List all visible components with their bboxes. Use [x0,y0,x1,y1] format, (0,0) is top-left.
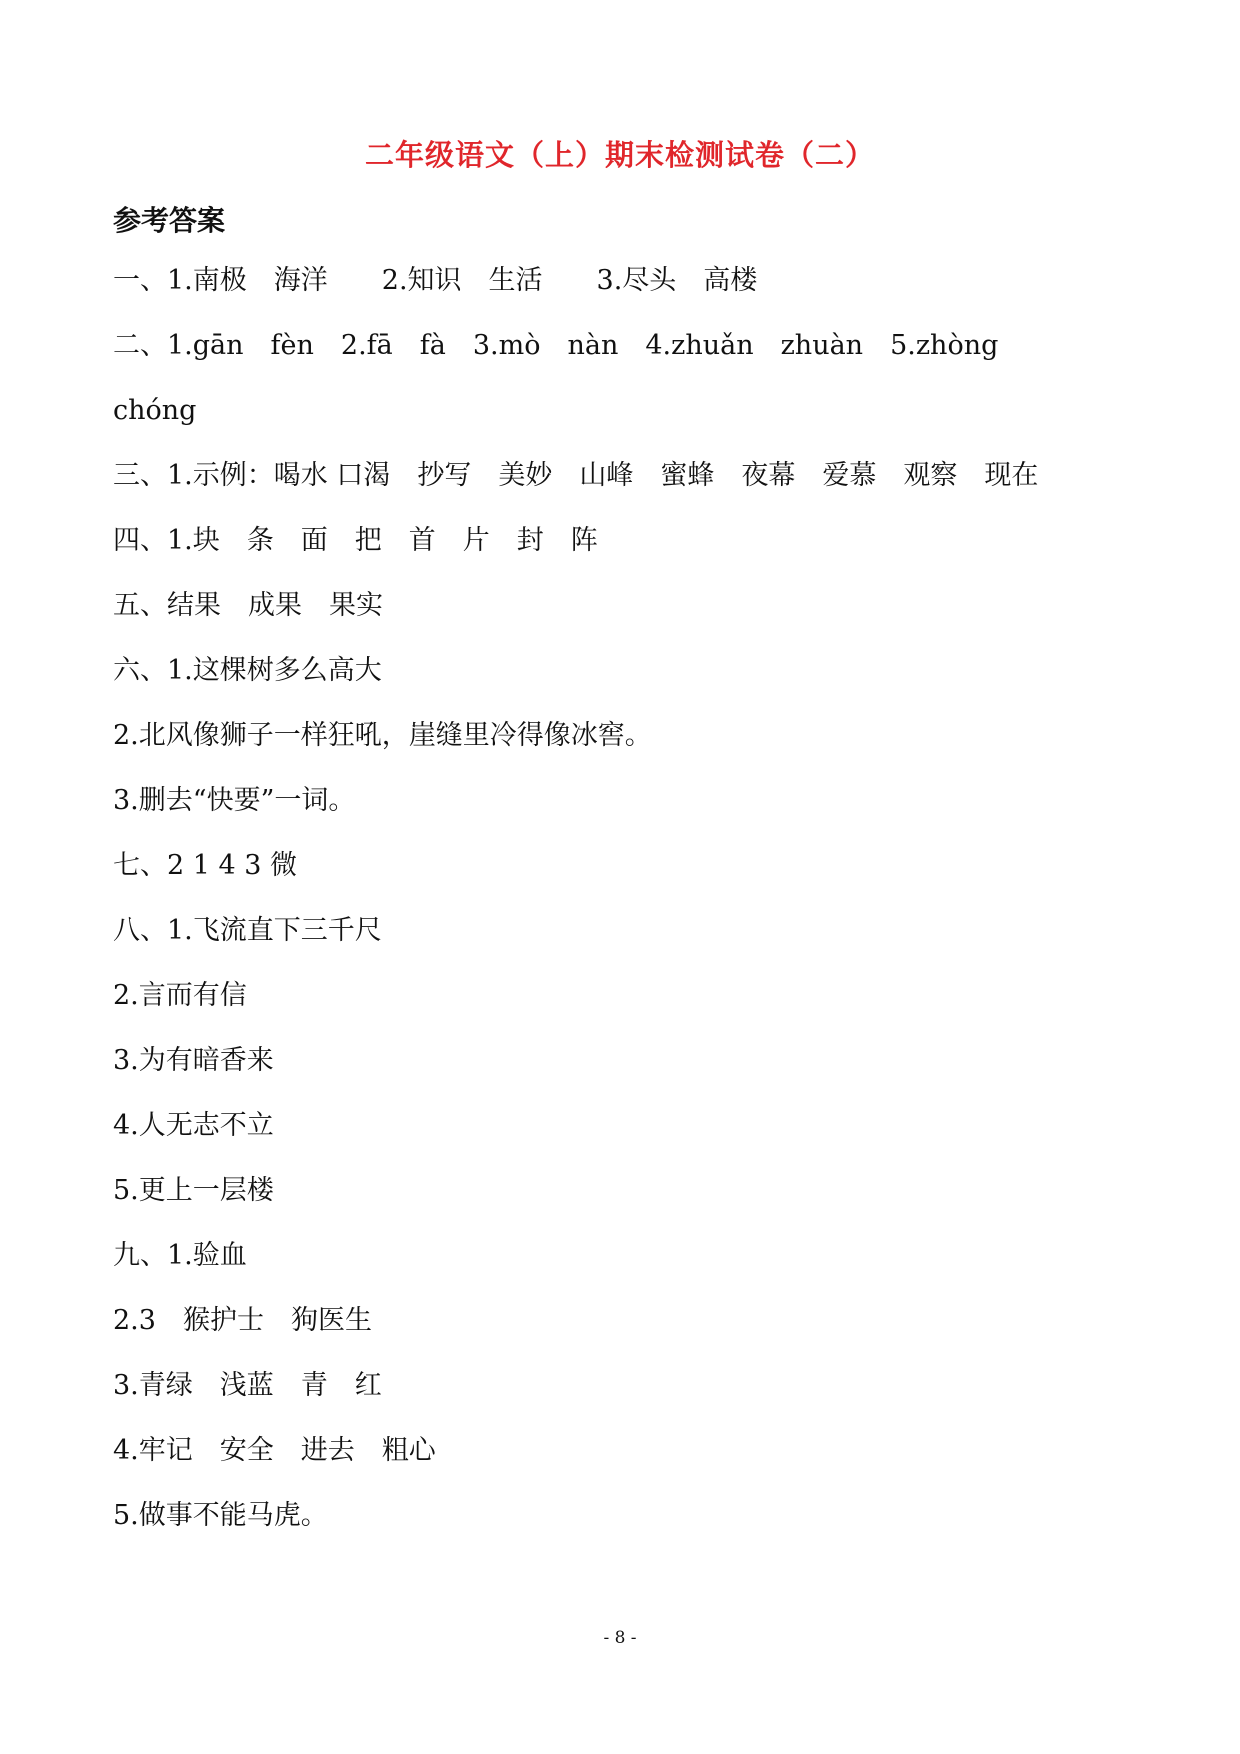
answer-line: 5.做事不能马虎。 [113,1500,328,1531]
answer-line: 八、1.飞流直下三千尺 [113,915,382,946]
answer-line: 三、1.示例：喝水 口渴 抄写 美妙 山峰 蜜蜂 夜幕 爱慕 观察 现在 [113,460,1039,491]
answer-line: 九、1.验血 [113,1240,247,1271]
answer-line: 3.为有暗香来 [113,1045,274,1076]
answer-line: 3.青绿 浅蓝 青 红 [113,1370,382,1401]
answer-line: 2.3 猴护士 狗医生 [113,1305,372,1336]
document-title: 二年级语文（上）期末检测试卷（二） [364,138,875,172]
answer-line: 4.牢记 安全 进去 粗心 [113,1435,436,1466]
answer-line: 3.删去“快要”一词。 [113,785,356,816]
answer-heading: 参考答案 [113,204,226,237]
answer-line: 2.言而有信 [113,980,247,1011]
answer-line: 七、2 1 4 3 微 [113,850,298,881]
answer-line: 二、1.gān fèn 2.fā fà 3.mò nàn 4.zhuǎn zhuàn 5.zhòng [113,330,999,361]
answer-line: 六、1.这棵树多么高大 [113,655,382,686]
page-number: - 8 - [603,1628,637,1648]
answer-line: 4.人无志不立 [113,1110,274,1141]
answer-line: chóng [113,395,197,426]
answer-line: 2.北风像狮子一样狂吼，崖缝里冷得像冰窖。 [113,720,652,751]
answer-line: 五、结果 成果 果实 [113,590,383,621]
answer-line: 5.更上一层楼 [113,1175,274,1206]
answer-line: 一、1.南极 海洋 2.知识 生活 3.尽头 高楼 [113,265,758,296]
answer-line: 四、1.块 条 面 把 首 片 封 阵 [113,525,598,556]
